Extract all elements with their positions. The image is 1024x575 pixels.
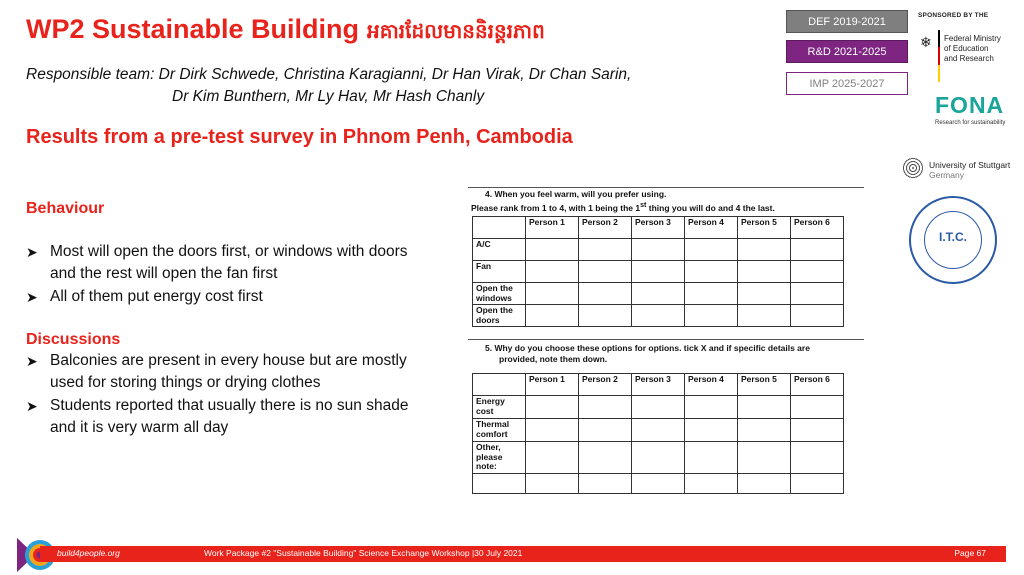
question-4: 4. When you feel warm, will you prefer using. Please rank from 1 to 4, with 1 being the 1st thing you will do and 4 the last. (471, 189, 775, 213)
list-item: ➤ All of them put energy cost first (26, 286, 436, 308)
phase-imp-badge: IMP 2025-2027 (786, 72, 908, 95)
fona-logo: FONA (935, 92, 1005, 118)
university-name: University of Stuttgart Germany (929, 160, 1011, 180)
divider (468, 187, 864, 188)
phase-def-badge: DEF 2019-2021 (786, 10, 908, 33)
arrow-bullet-icon: ➤ (26, 244, 38, 260)
fona-tagline: Research for sustainability (935, 120, 1006, 126)
list-item: ➤ Balconies are present in every house but are mostly used for storing things or drying clothes (26, 352, 407, 391)
title-text: WP2 Sustainable Building (26, 14, 360, 44)
sponsored-label: SPONSORED BY THE (918, 12, 989, 19)
team-line-2: Dr Kim Bunthern, Mr Ly Hav, Mr Hash Chanly (172, 88, 485, 105)
eagle-icon: ❄ (920, 34, 932, 50)
footer-event: Work Package #2 "Sustainable Building" Science Exchange Workshop |30 July 2021 (204, 548, 523, 558)
page-number: Page 67 (954, 548, 986, 558)
title-khmer: អគារដែលមាននិរន្តរភាព (367, 19, 545, 43)
table-row: Fan (473, 261, 844, 283)
question-5: 5. Why do you choose these options for options. tick X and if specific details are provided, note them down. (485, 343, 810, 364)
table-row: Thermal comfort (473, 419, 844, 442)
findings-column (26, 200, 436, 439)
table-row: Person 1 Person 2 Person 3 Person 4 Person 5 Person 6 (473, 217, 844, 239)
itc-label: I.T.C. (938, 230, 967, 244)
team-line-1: Responsible team: Dr Dirk Schwede, Christina Karagianni, Dr Han Virak, Dr Chan Sarin, (26, 66, 632, 83)
table-row: Energy cost (473, 396, 844, 419)
reasons-table (472, 373, 844, 494)
table-row: Open the doors (473, 305, 844, 327)
behaviour-list (26, 241, 436, 308)
discussions-list (26, 350, 436, 439)
table-row: Other, please note: (473, 442, 844, 474)
arrow-bullet-icon: ➤ (26, 398, 38, 414)
divider (468, 339, 864, 340)
university-seal-icon (902, 157, 924, 179)
table-row (473, 474, 844, 494)
ranking-table (472, 216, 844, 327)
responsible-team (26, 64, 631, 108)
footer-bar (40, 546, 1006, 562)
section-subtitle: Results from a pre-test survey in Phnom Penh, Cambodia (26, 126, 573, 148)
footer-site: build4people.org (57, 548, 120, 558)
itc-seal-logo (909, 196, 997, 284)
table-row: A/C (473, 239, 844, 261)
discussions-heading: Discussions (26, 331, 121, 348)
arrow-bullet-icon: ➤ (26, 289, 38, 305)
bmbf-logo (918, 30, 1014, 82)
table-row: Open the windows (473, 283, 844, 305)
table-row: Person 1 Person 2 Person 3 Person 4 Person 5 Person 6 (473, 374, 844, 396)
behaviour-heading: Behaviour (26, 200, 105, 217)
flag-bar (938, 30, 940, 82)
phase-rd-badge: R&D 2021-2025 (786, 40, 908, 63)
page-title (26, 14, 545, 48)
ministry-name: Federal Ministry of Education and Research (944, 34, 1001, 63)
list-item: ➤ Students reported that usually there is no sun shade and it is very warm all day (26, 397, 409, 436)
arrow-bullet-icon: ➤ (26, 353, 38, 369)
list-item: ➤ Most will open the doors first, or windows with doors and the rest will open the fan first (26, 243, 408, 282)
